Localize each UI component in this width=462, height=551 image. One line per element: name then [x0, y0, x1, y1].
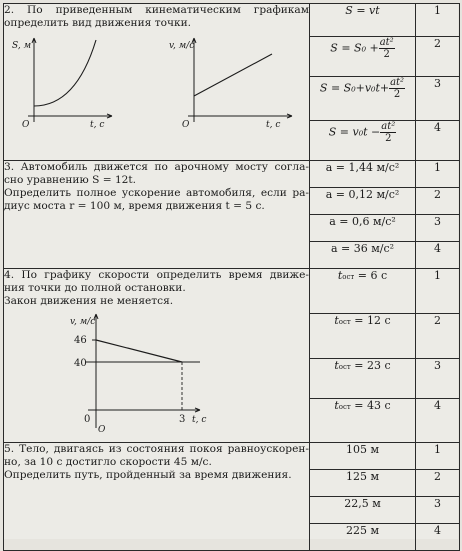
q1-answer-1: S = vt — [310, 4, 416, 37]
q1-answer-3: S = S₀+v₀t+ $\frac{\text{at²}}{2}$ — [310, 77, 416, 121]
q1-graphs — [4, 34, 309, 129]
q2-answer-2: a = 0,12 м/с² — [310, 188, 416, 215]
graph1-xlabel: t, c — [90, 120, 105, 130]
q4-answer-1: 105 м — [310, 443, 416, 470]
q4-row-1 — [4, 443, 460, 470]
q2-answer-4: a = 36 м/с² — [310, 242, 416, 269]
q4-answer-4: 225 м — [310, 524, 416, 551]
q1-answer-1-number: 1 — [416, 4, 460, 37]
graph2-xlabel: t, c — [266, 120, 281, 130]
q1-answer-2: S = S₀ + $\frac{\text{at²}}{2}$ — [310, 37, 416, 77]
graph2-origin: O — [182, 120, 190, 130]
q3-answer-2: tост = 12 с — [310, 314, 416, 359]
q2-answer-1: a = 1,44 м/с² — [310, 161, 416, 188]
q3-graph-tick-40: 40 — [74, 358, 87, 369]
q1-line-1: По приведенным кинематическим графикам — [27, 4, 309, 16]
q1-question — [4, 4, 310, 161]
q3-graph-svg — [4, 310, 207, 435]
q1-answer-3-number: 3 — [416, 77, 460, 121]
q1-answer-4-number: 4 — [416, 121, 460, 161]
q3-answer-2-number: 2 — [416, 314, 460, 359]
q3-line-2: ния точки до полной остановки. — [4, 282, 186, 294]
q2-line-3: Определить полное ускорение автомобиля, если ра- — [4, 187, 309, 199]
q3-graph-xlabel: t, c — [192, 415, 207, 425]
q1-answer-2-number: 2 — [416, 37, 460, 77]
q3-answer-1: tост = 6 с — [310, 269, 416, 314]
q3-graph-tick-46: 46 — [74, 335, 87, 346]
q3-graph-ylabel: v, м/с — [70, 317, 96, 327]
q2-line-1: 3. Автомобиль движется по арочному мосту согла- — [4, 161, 309, 173]
q3-graph-origin: O — [98, 425, 106, 435]
graph1-origin: O — [22, 120, 30, 130]
q2-line-2: сно уравнению S = 12t. — [4, 174, 137, 186]
q4-answer-2: 125 м — [310, 470, 416, 497]
q4-line-3: Определить путь, пройденный за время движения. — [4, 469, 292, 481]
q2-question — [4, 161, 310, 269]
q3-answer-1-number: 1 — [416, 269, 460, 314]
q4-line-2: но, за 10 с достигло скорости 45 м/с. — [4, 456, 212, 468]
quiz-table — [3, 3, 460, 551]
q4-answer-1-number: 1 — [416, 443, 460, 470]
graph2-ylabel: v, м/с — [169, 41, 195, 51]
q3-row-1 — [4, 269, 460, 314]
q2-answer-3: a = 0,6 м/с² — [310, 215, 416, 242]
q3-answer-3-number: 3 — [416, 359, 460, 399]
q4-question — [4, 443, 310, 551]
q2-answer-4-number: 4 — [416, 242, 460, 269]
q1-line-2: определить вид движения точки. — [4, 17, 192, 29]
q4-answer-3: 22,5 м — [310, 497, 416, 524]
q1-answer-4: S = v₀t − $\frac{\text{at²}}{2}$ — [310, 121, 416, 161]
q2-answer-2-number: 2 — [416, 188, 460, 215]
q3-answer-4-number: 4 — [416, 399, 460, 443]
q3-line-3: Закон движения не меняется. — [4, 295, 174, 307]
graph1-ylabel: S, м — [12, 41, 32, 51]
q3-graph-tick-3: 3 — [179, 414, 186, 425]
q3-answer-3: tост = 23 с — [310, 359, 416, 399]
q4-answer-3-number: 3 — [416, 497, 460, 524]
q3-graph-tick-0: 0 — [84, 414, 91, 425]
q3-line-1: 4. По графику скорости определить время движе- — [4, 269, 309, 281]
graph2-line — [194, 54, 272, 96]
q3-question — [4, 269, 310, 443]
q2-line-4: диус моста r = 100 м, время движения t = 5 с. — [4, 200, 265, 212]
q2-row-1 — [4, 161, 460, 188]
q3-graph-line — [96, 340, 182, 362]
q4-line-1: 5. Тело, двигаясь из состояния покоя равноускорен- — [4, 443, 309, 455]
q4-answer-2-number: 2 — [416, 470, 460, 497]
q4-answer-4-number: 4 — [416, 524, 460, 551]
graph1-curve — [34, 40, 96, 106]
q2-answer-3-number: 3 — [416, 215, 460, 242]
q2-answer-1-number: 1 — [416, 161, 460, 188]
q1-number: 2. — [4, 4, 15, 16]
test-sheet — [3, 3, 458, 539]
q1-graph-svg — [4, 34, 304, 130]
q3-answer-4: tост = 43 с — [310, 399, 416, 443]
q1-row-1 — [4, 4, 460, 37]
